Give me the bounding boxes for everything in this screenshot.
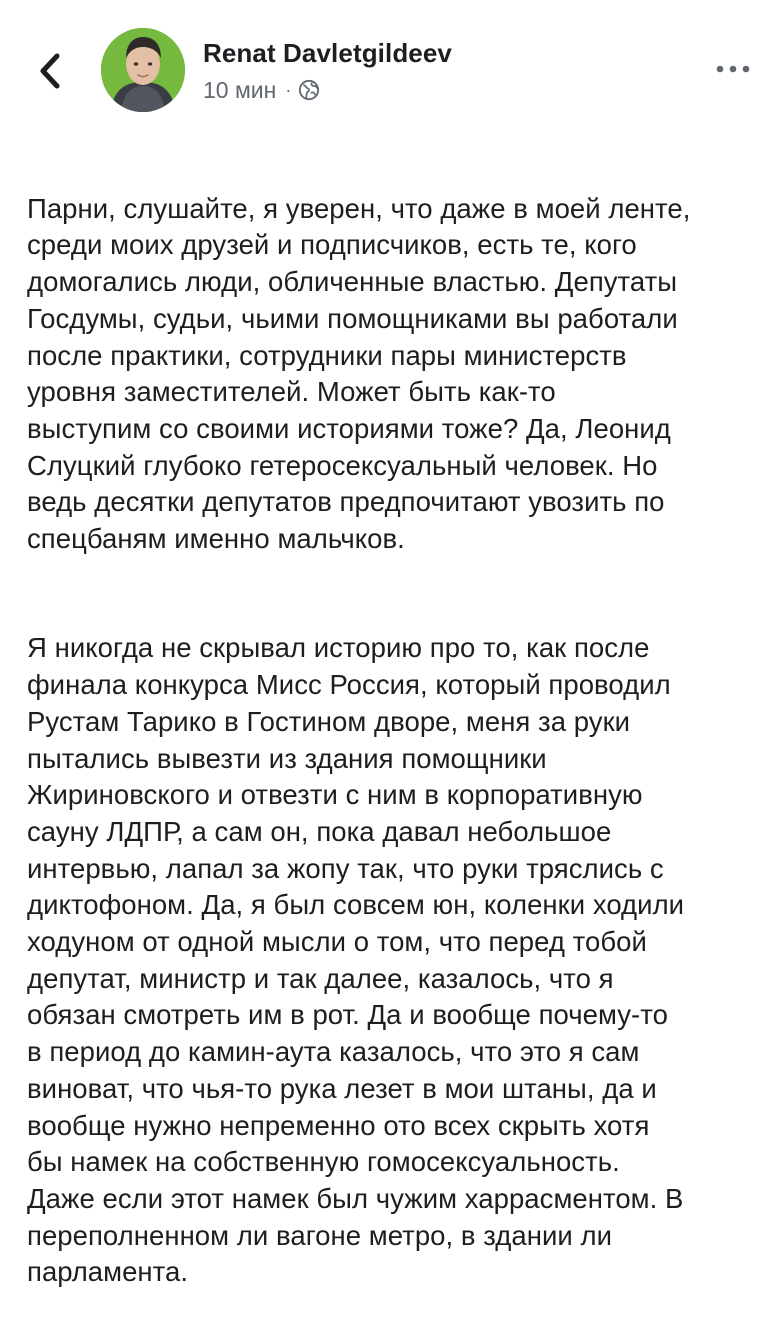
meta-separator: ·	[285, 79, 292, 100]
avatar-photo	[101, 28, 185, 112]
globe-icon	[298, 79, 320, 101]
post-body	[27, 154, 767, 1328]
back-button[interactable]	[30, 48, 70, 94]
post-header	[0, 0, 782, 140]
post-paragraph: Я никогда не скрывал историю про то, как после финала конкурса Мисс Россия, который проводил Рустам Тарико в Гостином дворе, меня за руки пытались вывезти из здания помощники Жириновского и отвезти с ним в корпоративную сауну ЛДПР, а сам он, пока давал небольшое интервью, лапал за жопу так, что руки тряслись с диктофоном. Да, я был совсем юн, коленки ходили ходуном от одной мысли о том, что перед тобой депутат, министр и так далее, казалось, что я обязан смотреть им в рот. Да и вообще почему-то в период до камин-аута казалось, что это я сам виноват, что чья-то рука лезет в мои штаны, да и вообще нужно непременно ото всех скрыть хотя бы намек на собственную гомосексуальность. Даже если этот намек был чужим харрасментом. В переполненном ли вагоне метро, в здании ли парламента.	[27, 632, 685, 1288]
author-name[interactable]: Renat Davletgildeev	[203, 38, 452, 68]
avatar[interactable]	[101, 28, 185, 112]
chevron-left-icon	[30, 48, 70, 94]
post-meta	[203, 75, 320, 105]
post-time[interactable]: 10 мин	[203, 76, 277, 103]
post-paragraph: Парни, слушайте, я уверен, что даже в моей ленте, среди моих друзей и подписчиков, есть те, кого домогались люди, обличенные властью. Депутаты Госдумы, судьи, чьими помощниками вы работали после практики, сотрудники пары министерств уровня заместителей. Может быть как-то выступим со своими историями тоже? Да, Леонид Слуцкий глубоко гетеросексуальный человек. Но ведь десятки депутатов предпочитают увозить по спецбаням именно мальчков.	[27, 192, 691, 555]
more-options-icon	[713, 56, 753, 82]
more-options-button[interactable]	[713, 56, 753, 82]
